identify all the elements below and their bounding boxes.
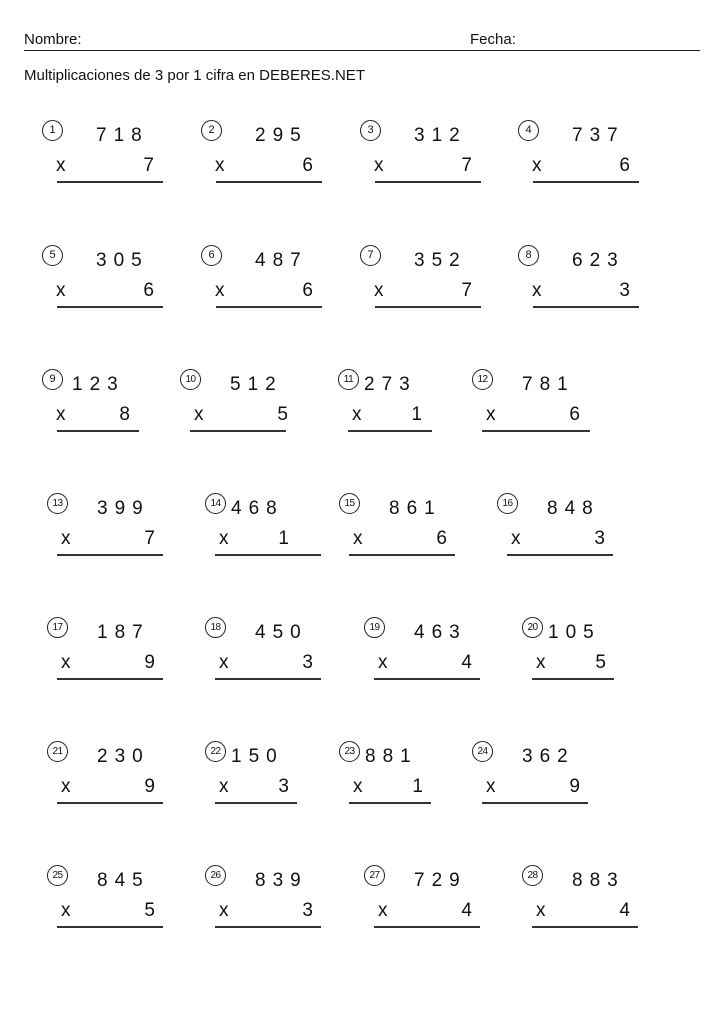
times-sign: x bbox=[532, 155, 542, 176]
problem-3 bbox=[360, 120, 500, 190]
multiplicand: 623 bbox=[572, 250, 625, 271]
times-sign: x bbox=[486, 776, 496, 797]
problem-number-badge: 15 bbox=[339, 493, 360, 514]
problem-24 bbox=[472, 741, 612, 811]
problem-number-badge: 14 bbox=[205, 493, 226, 514]
multiplier: 7 bbox=[144, 528, 155, 549]
times-sign: x bbox=[536, 652, 546, 673]
multiplicand: 718 bbox=[96, 125, 149, 146]
nombre-label: Nombre: bbox=[24, 31, 82, 48]
multiplier: 9 bbox=[569, 776, 580, 797]
times-sign: x bbox=[215, 280, 225, 301]
multiplier: 1 bbox=[412, 776, 423, 797]
times-sign: x bbox=[219, 776, 229, 797]
times-sign: x bbox=[374, 155, 384, 176]
multiplicand: 883 bbox=[572, 870, 625, 891]
multiplicand: 512 bbox=[230, 374, 283, 395]
times-sign: x bbox=[486, 404, 496, 425]
problem-4 bbox=[518, 120, 658, 190]
multiplier: 3 bbox=[302, 652, 313, 673]
multiplier: 6 bbox=[143, 280, 154, 301]
problem-20 bbox=[522, 617, 662, 687]
times-sign: x bbox=[219, 900, 229, 921]
problem-number-badge: 25 bbox=[47, 865, 68, 886]
multiplier: 7 bbox=[461, 155, 472, 176]
problem-19 bbox=[364, 617, 504, 687]
answer-rule bbox=[215, 926, 321, 928]
problem-number-badge: 24 bbox=[472, 741, 493, 762]
multiplier: 4 bbox=[461, 900, 472, 921]
problem-number-badge: 23 bbox=[339, 741, 360, 762]
multiplicand: 305 bbox=[96, 250, 149, 271]
problem-number-badge: 9 bbox=[42, 369, 63, 390]
fecha-label: Fecha: bbox=[470, 31, 516, 48]
problem-21 bbox=[47, 741, 187, 811]
problem-25 bbox=[47, 865, 187, 935]
multiplicand: 487 bbox=[255, 250, 308, 271]
problem-number-badge: 27 bbox=[364, 865, 385, 886]
multiplicand: 845 bbox=[97, 870, 150, 891]
times-sign: x bbox=[215, 155, 225, 176]
answer-rule bbox=[215, 554, 321, 556]
problem-number-badge: 28 bbox=[522, 865, 543, 886]
problem-7 bbox=[360, 245, 500, 315]
multiplier: 7 bbox=[143, 155, 154, 176]
times-sign: x bbox=[61, 900, 71, 921]
multiplier: 7 bbox=[461, 280, 472, 301]
answer-rule bbox=[57, 430, 139, 432]
answer-rule bbox=[57, 181, 163, 183]
problem-number-badge: 17 bbox=[47, 617, 68, 638]
problem-number-badge: 18 bbox=[205, 617, 226, 638]
multiplicand: 295 bbox=[255, 125, 308, 146]
times-sign: x bbox=[61, 652, 71, 673]
problem-number-badge: 4 bbox=[518, 120, 539, 141]
multiplicand: 273 bbox=[364, 374, 417, 395]
times-sign: x bbox=[61, 528, 71, 549]
multiplier: 1 bbox=[278, 528, 289, 549]
multiplier: 5 bbox=[144, 900, 155, 921]
answer-rule bbox=[349, 554, 455, 556]
multiplier: 3 bbox=[278, 776, 289, 797]
multiplicand: 861 bbox=[389, 498, 442, 519]
problem-23 bbox=[339, 741, 479, 811]
answer-rule bbox=[374, 926, 480, 928]
times-sign: x bbox=[56, 155, 66, 176]
multiplicand: 737 bbox=[572, 125, 625, 146]
problem-number-badge: 7 bbox=[360, 245, 381, 266]
multiplier: 6 bbox=[619, 155, 630, 176]
problem-number-badge: 26 bbox=[205, 865, 226, 886]
multiplier: 6 bbox=[436, 528, 447, 549]
problem-26 bbox=[205, 865, 345, 935]
problem-number-badge: 13 bbox=[47, 493, 68, 514]
multiplier: 5 bbox=[595, 652, 606, 673]
multiplicand: 463 bbox=[414, 622, 467, 643]
problem-5 bbox=[42, 245, 182, 315]
problem-8 bbox=[518, 245, 658, 315]
answer-rule bbox=[482, 802, 588, 804]
problem-number-badge: 1 bbox=[42, 120, 63, 141]
problem-13 bbox=[47, 493, 187, 563]
multiplicand: 399 bbox=[97, 498, 150, 519]
multiplier: 6 bbox=[302, 280, 313, 301]
times-sign: x bbox=[378, 652, 388, 673]
problem-17 bbox=[47, 617, 187, 687]
answer-rule bbox=[375, 306, 481, 308]
multiplier: 9 bbox=[144, 776, 155, 797]
multiplicand: 230 bbox=[97, 746, 150, 767]
answer-rule bbox=[507, 554, 613, 556]
answer-rule bbox=[532, 926, 638, 928]
problem-16 bbox=[497, 493, 637, 563]
problem-number-badge: 20 bbox=[522, 617, 543, 638]
times-sign: x bbox=[219, 652, 229, 673]
answer-rule bbox=[215, 678, 321, 680]
multiplicand: 187 bbox=[97, 622, 150, 643]
multiplier: 1 bbox=[411, 404, 422, 425]
times-sign: x bbox=[378, 900, 388, 921]
times-sign: x bbox=[374, 280, 384, 301]
multiplicand: 881 bbox=[365, 746, 418, 767]
problem-9 bbox=[42, 369, 182, 439]
times-sign: x bbox=[219, 528, 229, 549]
times-sign: x bbox=[352, 404, 362, 425]
times-sign: x bbox=[194, 404, 204, 425]
times-sign: x bbox=[61, 776, 71, 797]
answer-rule bbox=[57, 926, 163, 928]
times-sign: x bbox=[353, 528, 363, 549]
problem-number-badge: 12 bbox=[472, 369, 493, 390]
header-rule bbox=[24, 50, 700, 51]
times-sign: x bbox=[353, 776, 363, 797]
multiplicand: 781 bbox=[522, 374, 575, 395]
multiplicand: 729 bbox=[414, 870, 467, 891]
problem-number-badge: 11 bbox=[338, 369, 359, 390]
multiplier: 4 bbox=[461, 652, 472, 673]
answer-rule bbox=[57, 554, 163, 556]
answer-rule bbox=[190, 430, 286, 432]
problem-2 bbox=[201, 120, 341, 190]
multiplicand: 123 bbox=[72, 374, 125, 395]
answer-rule bbox=[215, 802, 297, 804]
problem-28 bbox=[522, 865, 662, 935]
problem-number-badge: 3 bbox=[360, 120, 381, 141]
times-sign: x bbox=[536, 900, 546, 921]
multiplicand: 450 bbox=[255, 622, 308, 643]
problem-number-badge: 21 bbox=[47, 741, 68, 762]
multiplicand: 839 bbox=[255, 870, 308, 891]
answer-rule bbox=[533, 181, 639, 183]
multiplier: 3 bbox=[594, 528, 605, 549]
answer-rule bbox=[216, 181, 322, 183]
multiplicand: 312 bbox=[414, 125, 467, 146]
answer-rule bbox=[482, 430, 590, 432]
multiplicand: 150 bbox=[231, 746, 284, 767]
multiplier: 6 bbox=[569, 404, 580, 425]
answer-rule bbox=[57, 678, 163, 680]
times-sign: x bbox=[511, 528, 521, 549]
times-sign: x bbox=[56, 280, 66, 301]
problem-number-badge: 8 bbox=[518, 245, 539, 266]
answer-rule bbox=[375, 181, 481, 183]
multiplicand: 105 bbox=[548, 622, 601, 643]
problem-14 bbox=[205, 493, 345, 563]
times-sign: x bbox=[56, 404, 66, 425]
answer-rule bbox=[216, 306, 322, 308]
problem-number-badge: 5 bbox=[42, 245, 63, 266]
problem-6 bbox=[201, 245, 341, 315]
problem-11 bbox=[338, 369, 478, 439]
problem-number-badge: 10 bbox=[180, 369, 201, 390]
problem-number-badge: 19 bbox=[364, 617, 385, 638]
answer-rule bbox=[57, 306, 163, 308]
answer-rule bbox=[349, 802, 431, 804]
multiplicand: 468 bbox=[231, 498, 284, 519]
answer-rule bbox=[533, 306, 639, 308]
times-sign: x bbox=[532, 280, 542, 301]
problem-22 bbox=[205, 741, 345, 811]
multiplier: 8 bbox=[119, 404, 130, 425]
problem-number-badge: 22 bbox=[205, 741, 226, 762]
problem-number-badge: 6 bbox=[201, 245, 222, 266]
problem-number-badge: 2 bbox=[201, 120, 222, 141]
multiplier: 3 bbox=[619, 280, 630, 301]
problem-18 bbox=[205, 617, 345, 687]
answer-rule bbox=[57, 802, 163, 804]
answer-rule bbox=[374, 678, 480, 680]
problem-12 bbox=[472, 369, 612, 439]
problem-15 bbox=[339, 493, 479, 563]
multiplicand: 352 bbox=[414, 250, 467, 271]
answer-rule bbox=[532, 678, 614, 680]
answer-rule bbox=[348, 430, 432, 432]
multiplier: 3 bbox=[302, 900, 313, 921]
problem-number-badge: 16 bbox=[497, 493, 518, 514]
multiplicand: 362 bbox=[522, 746, 575, 767]
multiplier: 6 bbox=[302, 155, 313, 176]
multiplier: 4 bbox=[619, 900, 630, 921]
multiplicand: 848 bbox=[547, 498, 600, 519]
problem-10 bbox=[180, 369, 320, 439]
problem-1 bbox=[42, 120, 182, 190]
multiplier: 9 bbox=[144, 652, 155, 673]
multiplier: 5 bbox=[277, 404, 288, 425]
worksheet-title: Multiplicaciones de 3 por 1 cifra en DEBERES.NET bbox=[24, 67, 365, 84]
problem-27 bbox=[364, 865, 504, 935]
